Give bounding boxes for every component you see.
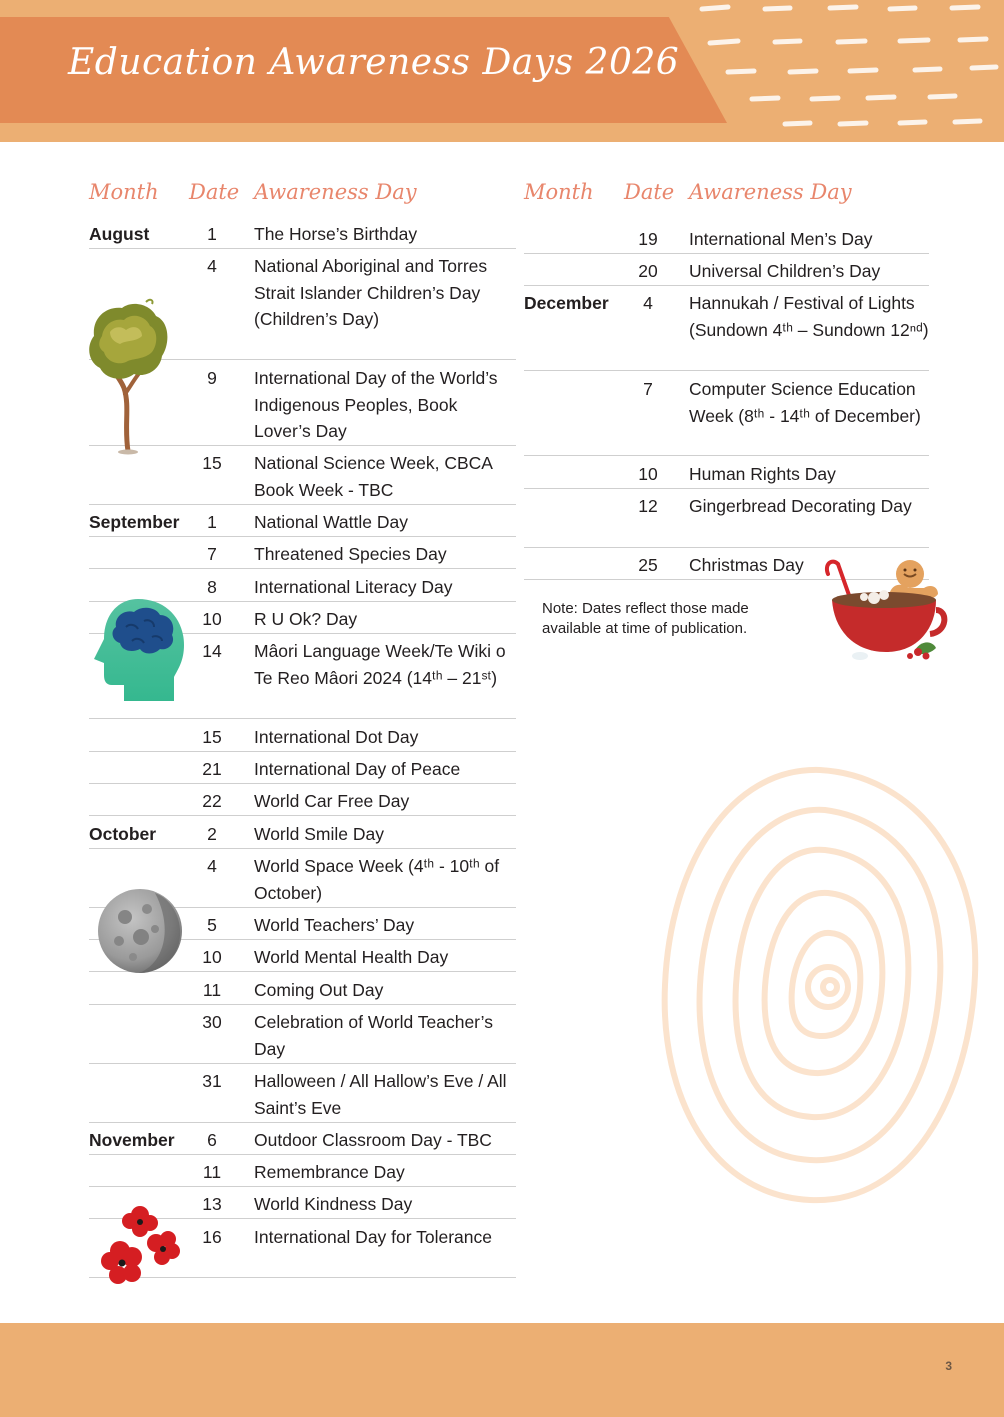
date-cell: 14 (202, 641, 222, 661)
awareness-day-cell: Celebration of World Teacher’s Day (254, 1012, 493, 1059)
awareness-day-cell: Human Rights Day (689, 464, 836, 484)
awareness-day-cell: Computer Science Education Week (8ᵗʰ - 14ᵗʰ of December) (689, 379, 921, 426)
date-cell: 10 (202, 947, 222, 967)
awareness-day-cell: World Smile Day (254, 824, 384, 844)
awareness-day-cell: National Wattle Day (254, 512, 408, 532)
date-cell: 9 (207, 368, 217, 388)
date-cell: 1 (207, 512, 217, 532)
table-row (89, 221, 516, 249)
awareness-day-cell: Universal Children’s Day (689, 261, 881, 281)
table-row (89, 788, 516, 816)
table-row (89, 450, 516, 505)
date-cell: 12 (638, 496, 658, 516)
table-row (524, 258, 929, 286)
poppy-icon (100, 1205, 182, 1285)
date-cell: 7 (643, 379, 653, 399)
awareness-day-cell: World Car Free Day (254, 791, 410, 811)
date-cell: 15 (202, 727, 222, 747)
table-row (89, 1009, 516, 1064)
date-cell: 15 (202, 453, 222, 473)
awareness-day-cell: Hannukah / Festival of Lights (Sundown 4ᵗʰ – Sundown 12ⁿᵈ) (689, 293, 929, 340)
awareness-day-cell: Gingerbread Decorating Day (689, 496, 912, 516)
head-brain-icon (92, 597, 186, 702)
month-label: September (89, 512, 180, 532)
page-number: 3 (945, 1359, 952, 1373)
date-cell: 30 (202, 1012, 222, 1032)
awareness-day-cell: World Kindness Day (254, 1194, 413, 1214)
month-label: November (89, 1130, 175, 1150)
column-heading-date: Date (624, 180, 675, 204)
column-heading-date: Date (189, 180, 240, 204)
month-label: August (89, 224, 150, 244)
table-row (89, 977, 516, 1005)
awareness-day-cell: International Men’s Day (689, 229, 873, 249)
date-cell: 31 (202, 1071, 222, 1091)
awareness-day-cell: R U Ok? Day (254, 609, 358, 629)
awareness-day-cell: National Aboriginal and Torres Strait Islander Children’s Day (Children’s Day) (254, 256, 488, 329)
date-cell: 2 (207, 824, 217, 844)
date-cell: 1 (207, 224, 217, 244)
date-cell: 13 (202, 1194, 222, 1214)
column-heading-awareness-day: Awareness Day (689, 180, 852, 204)
awareness-day-cell: The Horse’s Birthday (254, 224, 418, 244)
table-row (89, 1127, 516, 1155)
header-band (0, 0, 1004, 142)
month-label: October (89, 824, 157, 844)
awareness-day-cell: National Science Week, CBCA Book Week - TBC (254, 453, 492, 500)
table-row (89, 756, 516, 784)
wood-ring-decoration (650, 745, 990, 1225)
table-row (89, 541, 516, 569)
awareness-day-cell: International Dot Day (254, 727, 419, 747)
date-cell: 4 (207, 856, 217, 876)
date-cell: 4 (643, 293, 653, 313)
table-row (89, 1068, 516, 1123)
date-cell: 21 (202, 759, 222, 779)
date-cell: 22 (202, 791, 222, 811)
column-heading-month: Month (89, 180, 159, 204)
table-row (524, 493, 929, 548)
table-row (89, 724, 516, 752)
table-row (89, 1159, 516, 1187)
awareness-day-cell: Halloween / All Hallow’s Eve / All Saint’s Eve (254, 1071, 507, 1118)
publication-note: Note: Dates reflect those made available at time of publication. (542, 600, 749, 637)
awareness-day-cell: World Space Week (4ᵗʰ - 10ᵗʰ of October) (254, 856, 500, 903)
date-cell: 8 (207, 577, 217, 597)
awareness-day-cell: International Day for Tolerance (254, 1227, 493, 1247)
awareness-day-cell: Christmas Day (689, 555, 804, 575)
cocoa-gingerbread-icon (820, 548, 948, 668)
date-cell: 16 (202, 1227, 222, 1247)
table-row (524, 376, 929, 456)
table-row (524, 461, 929, 489)
table-row (524, 290, 929, 371)
date-cell: 10 (202, 609, 222, 629)
awareness-day-cell: World Teachers’ Day (254, 915, 415, 935)
awareness-day-cell: World Mental Health Day (254, 947, 449, 967)
table-row (89, 509, 516, 537)
date-cell: 25 (638, 555, 658, 575)
table-row (524, 226, 929, 254)
date-cell: 11 (202, 980, 222, 1000)
awareness-day-cell: Threatened Species Day (254, 544, 447, 564)
awareness-day-cell: Coming Out Day (254, 980, 384, 1000)
date-cell: 20 (638, 261, 658, 281)
awareness-day-cell: International Literacy Day (254, 577, 453, 597)
page-title: Education Awareness Days 2026 (68, 42, 680, 83)
date-cell: 5 (207, 915, 217, 935)
tree-icon (84, 296, 172, 456)
awareness-day-cell: Outdoor Classroom Day - TBC (254, 1130, 492, 1150)
date-cell: 4 (207, 256, 217, 276)
date-cell: 6 (207, 1130, 217, 1150)
awareness-day-cell: Mâori Language Week/Te Wiki o Te Reo Mâori 2024 (14ᵗʰ – 21ˢᵗ) (254, 641, 506, 688)
awareness-day-cell: International Day of the World’s Indigenous Peoples, Book Lover’s Day (254, 368, 498, 441)
date-cell: 19 (638, 229, 658, 249)
date-cell: 11 (202, 1162, 222, 1182)
awareness-day-cell: Remembrance Day (254, 1162, 405, 1182)
table-row (89, 821, 516, 849)
month-label: December (524, 293, 609, 313)
dash-pattern (690, 0, 1004, 142)
footer-band (0, 1323, 1004, 1417)
column-heading-month: Month (524, 180, 594, 204)
date-cell: 10 (638, 464, 658, 484)
awareness-day-cell: International Day of Peace (254, 759, 461, 779)
moon-icon (95, 887, 185, 975)
date-cell: 7 (207, 544, 217, 564)
column-heading-awareness-day: Awareness Day (254, 180, 417, 204)
